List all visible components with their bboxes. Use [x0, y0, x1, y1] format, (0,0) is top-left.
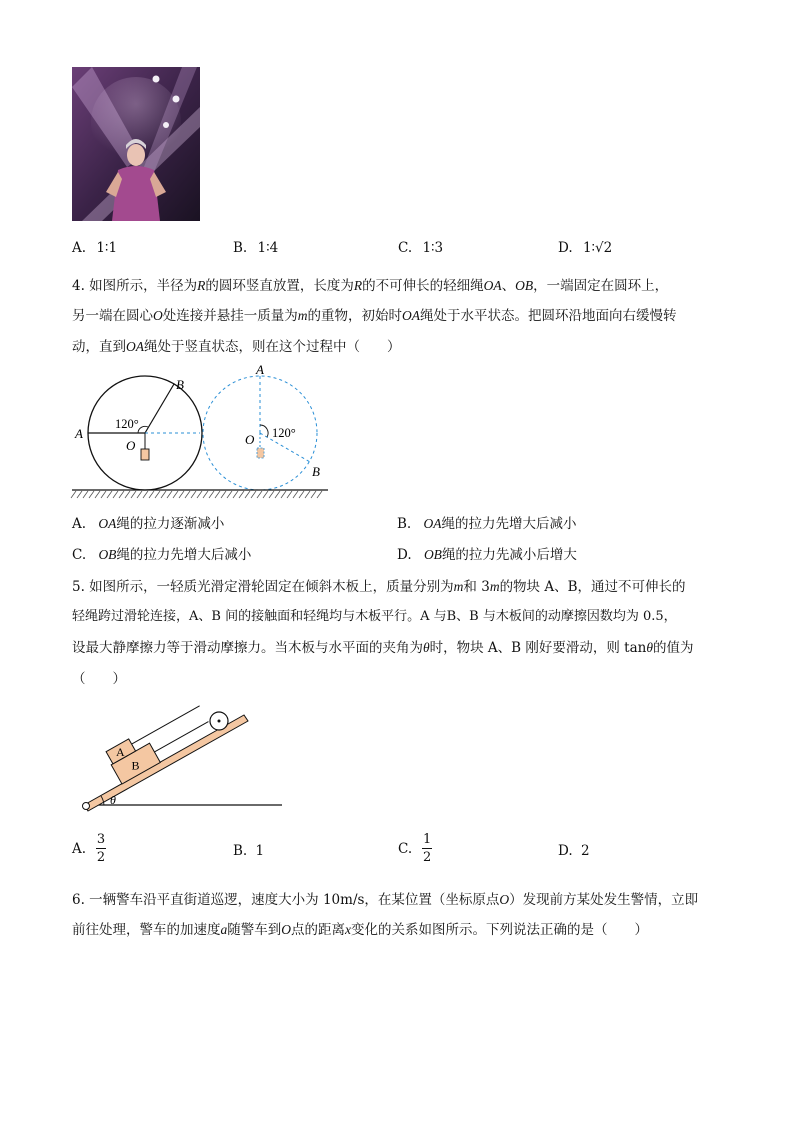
- hatch-mark: [287, 491, 292, 498]
- text: 点的距离: [291, 922, 345, 938]
- label-b-right: B: [312, 464, 320, 479]
- text: 另一端在圆心: [72, 308, 153, 324]
- hatch-mark: [71, 491, 76, 498]
- var: OA: [126, 339, 144, 354]
- option-text: 绳的拉力逐渐减小: [116, 516, 225, 532]
- text: 时，物块 A、B 刚好要滑动，则 tan: [429, 640, 647, 656]
- text: 6. 一辆警车沿平直街道巡逻，速度大小为 10m/s，在某位置（坐标原点: [72, 892, 500, 908]
- option-text: 1∶√2: [582, 240, 613, 256]
- hinge: [83, 803, 90, 810]
- option-letter: C.: [72, 547, 87, 563]
- label-o-right: O: [245, 432, 255, 447]
- option-text: 绳的拉力先增大后减小: [116, 547, 252, 563]
- hatch-mark: [311, 491, 316, 498]
- pulley-axle: [218, 720, 221, 723]
- q4-option-d: [397, 544, 577, 566]
- hatch-mark: [95, 491, 100, 498]
- option-text: 1∶1: [96, 240, 118, 256]
- option-text: 1∶4: [257, 240, 279, 256]
- hatch-mark: [185, 491, 190, 498]
- hatch-mark: [143, 491, 148, 498]
- text: 设最大静摩擦力等于滑动摩擦力。当木板与水平面的夹角为: [72, 640, 423, 656]
- hatch-mark: [137, 491, 142, 498]
- fraction-three-halves: [96, 832, 106, 865]
- option-letter: A.: [72, 240, 87, 256]
- text: 和 3: [463, 579, 490, 595]
- hatch-mark: [257, 491, 262, 498]
- hatch-mark: [209, 491, 214, 498]
- text: 的圆环竖直放置，长度为: [205, 278, 354, 294]
- fraction-bar: [422, 848, 432, 849]
- text: 的不可伸长的轻细绳: [362, 278, 484, 294]
- hatch-mark: [191, 491, 196, 498]
- text: 绳处于水平状态。把圆环沿地面向右缓慢转: [420, 308, 677, 324]
- var: m: [297, 308, 308, 323]
- text: 变化的关系如图所示。下列说法正确的是（ ）: [351, 922, 648, 938]
- text: 动，直到: [72, 339, 126, 355]
- rope-ob-left: [145, 384, 174, 433]
- text: 的物块 A、B，通过不可伸长的: [499, 579, 686, 595]
- option-text: 1: [255, 843, 265, 859]
- hatch-mark: [77, 491, 82, 498]
- hatch-mark: [155, 491, 160, 498]
- option-letter: B.: [233, 240, 248, 256]
- hatch-mark: [245, 491, 250, 498]
- option-text: 2: [580, 843, 590, 859]
- option-letter: A.: [72, 516, 87, 532]
- hatch-mark: [251, 491, 256, 498]
- ground-hatch: [71, 491, 322, 498]
- hatch-mark: [215, 491, 220, 498]
- q3-option-d: [558, 240, 612, 256]
- juggler-photo: [72, 67, 200, 221]
- q5-figure: [76, 700, 286, 815]
- hatch-mark: [233, 491, 238, 498]
- var: m: [453, 579, 464, 594]
- hatch-mark: [83, 491, 88, 498]
- text: ，一端固定在圆环上，: [533, 278, 669, 294]
- text: 4. 如图所示，半径为: [72, 278, 198, 294]
- hatch-mark: [107, 491, 112, 498]
- text: 处连接并悬挂一质量为: [162, 308, 298, 324]
- var: R: [353, 278, 363, 293]
- var: θ: [646, 640, 653, 655]
- numerator: 3: [96, 832, 106, 847]
- q3-option-b: [233, 240, 278, 256]
- label-a-left: A: [75, 426, 83, 441]
- var: OA: [483, 278, 502, 293]
- var: O: [153, 308, 163, 323]
- text: 轻绳跨过滑轮连接，A、B 间的接触面和轻绳均与木板平行。A 与B、B 与木板间的动摩擦因数均为 0.5，: [72, 609, 677, 624]
- hatch-mark: [161, 491, 166, 498]
- hatch-mark: [275, 491, 280, 498]
- var: x: [345, 922, 351, 937]
- text: 的值为: [653, 640, 694, 656]
- q3-option-c: [398, 240, 443, 256]
- text: 5. 如图所示，一轻质光滑定滑轮固定在倾斜木板上，质量分别为: [72, 579, 454, 595]
- var: R: [197, 278, 206, 293]
- block-b-label: B: [131, 758, 140, 773]
- q4-line-2: [72, 305, 677, 327]
- var: OA: [402, 308, 420, 323]
- text: 绳处于竖直状态，则在这个过程中（ ）: [144, 339, 401, 355]
- q5-option-a: [72, 832, 106, 865]
- hatch-mark: [269, 491, 274, 498]
- q5-line-3: [72, 637, 694, 659]
- text: 的重物，初始时: [307, 308, 402, 324]
- option-letter: C.: [398, 840, 413, 857]
- q3-option-a: [72, 240, 117, 256]
- q5-option-b: [233, 843, 264, 859]
- q4-option-c: [72, 544, 251, 566]
- option-text: 1∶3: [422, 240, 444, 256]
- var: m: [489, 579, 500, 594]
- hatch-mark: [131, 491, 136, 498]
- hatch-mark: [173, 491, 178, 498]
- hatch-mark: [239, 491, 244, 498]
- juggler-photo-graphic: [72, 67, 200, 221]
- option-letter: D.: [397, 547, 412, 563]
- q6-line-1: [72, 889, 698, 911]
- var: O: [281, 922, 291, 937]
- q5-line-4: [72, 668, 126, 690]
- text: （ ）: [72, 671, 126, 687]
- q5-option-c: [398, 832, 432, 865]
- hatch-mark: [293, 491, 298, 498]
- hatch-mark: [299, 491, 304, 498]
- q4-line-1: [72, 275, 668, 297]
- angle-right: 120°: [272, 426, 296, 440]
- text: 、: [501, 278, 516, 294]
- hatch-mark: [263, 491, 268, 498]
- denominator: 2: [423, 850, 432, 865]
- option-letter: D.: [558, 240, 573, 256]
- option-text: 绳的拉力先增大后减小: [441, 516, 577, 532]
- q5-line-2: [72, 606, 677, 628]
- angle-arc-right: [260, 425, 268, 437]
- hatch-mark: [227, 491, 232, 498]
- var: OA: [98, 516, 117, 531]
- option-letter: B.: [233, 843, 248, 859]
- option-letter: D.: [558, 843, 573, 859]
- angle-left: 120°: [115, 417, 139, 431]
- hatch-mark: [203, 491, 208, 498]
- weight-right: [257, 448, 264, 458]
- weight-left: [141, 449, 149, 460]
- label-o-left: O: [126, 438, 136, 453]
- numerator: 1: [423, 832, 432, 847]
- hatch-mark: [89, 491, 94, 498]
- hatch-mark: [119, 491, 124, 498]
- q4-line-3: [72, 336, 401, 358]
- label-a-right: A: [256, 362, 264, 377]
- text: ）发现前方某处发生警情，立即: [509, 892, 699, 908]
- hatch-mark: [197, 491, 202, 498]
- text: 前往处理，警车的加速度: [72, 922, 221, 938]
- q5-option-d: [558, 843, 590, 859]
- hatch-mark: [149, 491, 154, 498]
- var: OB: [423, 547, 442, 562]
- q6-line-2: [72, 919, 648, 941]
- block-a-label: A: [115, 744, 125, 759]
- fraction-one-half: [422, 832, 432, 865]
- var: OB: [98, 547, 117, 562]
- option-letter: C.: [398, 240, 413, 256]
- hatch-mark: [281, 491, 286, 498]
- hatch-mark: [113, 491, 118, 498]
- hatch-mark: [167, 491, 172, 498]
- q4-figure: [70, 362, 332, 504]
- hatch-mark: [125, 491, 130, 498]
- q4-option-a: [72, 513, 224, 535]
- label-b-left: B: [176, 377, 184, 392]
- q5-line-1: [72, 576, 686, 598]
- denominator: 2: [96, 850, 106, 865]
- var: a: [220, 922, 228, 937]
- var: θ: [423, 640, 430, 655]
- var: OA: [423, 516, 442, 531]
- option-letter: B.: [397, 516, 412, 532]
- hatch-mark: [221, 491, 226, 498]
- fraction-bar: [96, 848, 106, 849]
- q4-option-b: [397, 513, 577, 535]
- text: 随警车到: [227, 922, 282, 938]
- theta-label: θ: [110, 793, 116, 807]
- rope-a: [132, 706, 200, 744]
- hatch-mark: [305, 491, 310, 498]
- option-text: 绳的拉力先减小后增大: [441, 547, 577, 563]
- var: OB: [515, 278, 534, 293]
- var: O: [499, 892, 510, 907]
- hatch-mark: [179, 491, 184, 498]
- hatch-mark: [101, 491, 106, 498]
- option-letter: A.: [72, 840, 87, 857]
- hatch-mark: [317, 491, 322, 498]
